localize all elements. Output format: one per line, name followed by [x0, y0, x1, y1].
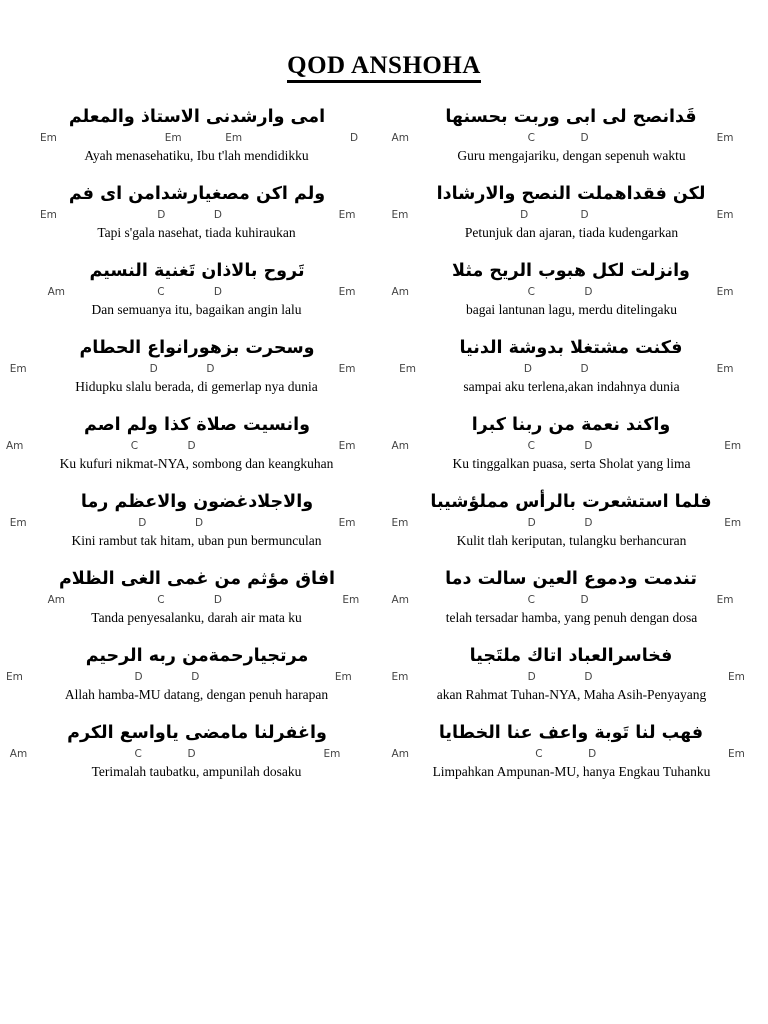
arabic-text-right: فهب لنا تَوبة واعف عنا الخطايا [438, 722, 704, 743]
verse [6, 99, 762, 166]
chord-label: Em [724, 516, 742, 529]
chord-row [6, 131, 762, 146]
arabic-text-left: امى وارشدنى الاستاذ والمعلم [68, 106, 326, 127]
chord-line-left [6, 439, 384, 454]
verse [6, 561, 762, 628]
chord-label: C [527, 439, 535, 452]
lyric-row [6, 608, 762, 628]
chord-label: Em [338, 208, 356, 221]
chord-label: Em [338, 439, 356, 452]
chord-label: Am [9, 747, 28, 760]
chord-label: D [580, 208, 589, 221]
chord-label: Em [391, 208, 409, 221]
lyric-text-left: Kini rambut tak hitam, uban pun bermunculan [71, 532, 322, 548]
arabic-row [6, 176, 762, 206]
chord-label: Em [334, 670, 352, 683]
chord-line-right [384, 439, 762, 454]
verse [6, 407, 762, 474]
chord-line-right [384, 516, 762, 531]
lyric-text-right: akan Rahmat Tuhan-NYA, Maha Asih-Penyayang [436, 686, 707, 702]
chord-label: D [584, 439, 593, 452]
chord-label: D [584, 516, 593, 529]
arabic-row [6, 638, 762, 668]
chord-row [6, 593, 762, 608]
chord-line-left [6, 131, 384, 146]
chord-row [6, 208, 762, 223]
chord-line-left [6, 593, 384, 608]
lyric-row [6, 377, 762, 397]
arabic-row [6, 330, 762, 360]
chord-label: D [149, 362, 158, 375]
lyric-row [6, 223, 762, 243]
arabic-text-right: تندمت ودموع العين سالت دما [445, 568, 697, 589]
chord-line-left [6, 747, 384, 762]
chord-line-right [384, 285, 762, 300]
chord-label: Am [47, 285, 65, 298]
verse [6, 715, 762, 782]
lyric-text-right: Petunjuk dan ajaran, tiada kudengarkan [464, 224, 679, 240]
chord-label: D [191, 670, 200, 683]
chord-label: D [187, 439, 196, 452]
lyric-text-right: Limpahkan Ampunan-MU, hanya Engkau Tuhanku [432, 763, 711, 779]
chord-label: D [580, 593, 589, 606]
chord-label: Em [716, 131, 734, 144]
chord-label: D [213, 208, 222, 221]
chord-row [6, 439, 762, 454]
lyric-text-left: Ayah menasehatiku, Ibu t'lah mendidikku [84, 147, 309, 163]
chord-label: Am [391, 747, 409, 760]
chord-label: Em [40, 208, 57, 221]
chord-label: Em [727, 670, 745, 683]
arabic-row [6, 561, 762, 591]
chord-label: C [130, 439, 139, 452]
chord-label: Em [338, 285, 356, 298]
chord-label: Em [338, 362, 356, 375]
chord-label: C [157, 285, 165, 298]
chord-line-right [384, 362, 762, 377]
page-title-text: QOD ANSHOHA [287, 52, 481, 83]
chord-label: Em [9, 516, 27, 529]
chord-label: Em [338, 516, 356, 529]
chord-line-left [6, 516, 384, 531]
chord-line-left [6, 208, 384, 223]
arabic-text-right: فلما استشعرت بالرأس مملؤشيبا [430, 491, 712, 512]
lyric-text-left: Allah hamba-MU datang, dengan penuh harapan [64, 686, 329, 702]
arabic-text-right: قَدانصح لى ابى وربت بحسنها [445, 106, 697, 127]
lyric-text-left: Tanda penyesalanku, darah air mata ku [91, 609, 302, 625]
verse [6, 176, 762, 243]
chord-label: Em [6, 670, 23, 683]
chord-label: D [584, 670, 593, 683]
chord-label: Em [724, 439, 742, 452]
chord-label: D [523, 362, 532, 375]
verse [6, 330, 762, 397]
chord-label: Em [391, 516, 409, 529]
arabic-row [6, 715, 762, 745]
arabic-text-right: لكن فقداهملت النصح والارشادا [436, 183, 706, 204]
lyric-text-left: Hidupku slalu berada, di gemerlap nya dunia [75, 378, 318, 394]
chord-label: D [580, 131, 589, 144]
lyric-text-left: Terimalah taubatku, ampunilah dosaku [91, 763, 302, 779]
lyric-row [6, 531, 762, 551]
chord-label: Am [391, 131, 409, 144]
chord-label: Em [225, 131, 243, 144]
chord-line-right [384, 131, 762, 146]
chord-label: D [584, 285, 593, 298]
verse [6, 638, 762, 705]
chord-label: D [580, 362, 589, 375]
chord-line-left [6, 670, 384, 685]
chord-label: Em [716, 208, 734, 221]
chord-label: D [195, 516, 204, 529]
chord-label: Em [391, 670, 409, 683]
chord-label: Em [323, 747, 341, 760]
chord-label: D [213, 285, 222, 298]
chord-row [6, 670, 762, 685]
chord-label: D [187, 747, 196, 760]
lyric-text-right: sampai aku terlena,akan indahnya dunia [463, 378, 680, 394]
chord-row [6, 747, 762, 762]
chord-label: Em [716, 285, 734, 298]
chord-line-right [384, 208, 762, 223]
arabic-row [6, 99, 762, 129]
chord-line-left [6, 362, 384, 377]
arabic-text-right: فكنت مشتغلا بدوشة الدنيا [459, 337, 683, 358]
arabic-row [6, 407, 762, 437]
chord-label: D [206, 362, 215, 375]
chord-label: D [349, 131, 359, 144]
arabic-text-right: فخاسرالعباد اتاك ملتَجيا [469, 645, 673, 666]
arabic-text-left: وسحرت بزهورانواع الحطام [79, 337, 315, 358]
chord-label: D [527, 516, 536, 529]
lyric-row [6, 300, 762, 320]
chord-label: Em [40, 131, 57, 144]
page-title [0, 0, 768, 81]
chord-label: Am [47, 593, 65, 606]
arabic-row [6, 253, 762, 283]
chord-label: D [134, 670, 143, 683]
arabic-text-left: وانسيت صلاة كذا ولم اصم [84, 414, 310, 435]
lyric-row [6, 685, 762, 705]
lyric-text-left: Tapi s'gala nasehat, tiada kuhiraukan [97, 224, 296, 240]
arabic-text-left: مرتجيارحمةمن ربه الرحيم [85, 645, 309, 666]
verse [6, 484, 762, 551]
lyric-text-right: bagai lantunan lagu, merdu ditelingaku [465, 301, 678, 317]
chord-label: C [157, 593, 165, 606]
chord-label: C [527, 285, 535, 298]
chord-line-left [6, 285, 384, 300]
chord-line-right [384, 747, 762, 762]
arabic-text-left: افاق مؤثم من غمى الغى الظلام [58, 568, 336, 589]
lyric-text-right: Guru mengajariku, dengan sepenuh waktu [457, 147, 686, 163]
lyric-text-right: telah tersadar hamba, yang penuh dengan dosa [445, 609, 698, 625]
chord-label: Am [391, 439, 409, 452]
chord-label: D [520, 208, 529, 221]
chord-line-right [384, 593, 762, 608]
arabic-text-right: واكند نعمة من ربنا كبرا [471, 414, 671, 435]
chord-label: D [213, 593, 222, 606]
chord-row [6, 516, 762, 531]
chord-label: Em [716, 593, 734, 606]
arabic-text-left: والاجلادغضون والاعظم رما [80, 491, 314, 512]
chord-label: Am [391, 285, 409, 298]
chord-label: Em [9, 362, 27, 375]
lyric-text-right: Kulit tlah keriputan, tulangku berhancuran [456, 532, 687, 548]
chord-label: D [527, 670, 536, 683]
chord-label: Em [399, 362, 416, 375]
arabic-text-right: وانزلت لكل هبوب الريح مثلا [452, 260, 690, 281]
chord-label: C [527, 593, 535, 606]
lyric-row [6, 146, 762, 166]
arabic-text-left: ولم اكن مصغيارشدامن اى فم [68, 183, 326, 204]
chord-label: D [138, 516, 147, 529]
chord-label: Em [164, 131, 182, 144]
chord-label: D [588, 747, 597, 760]
chord-line-right [384, 670, 762, 685]
chord-label: Em [727, 747, 745, 760]
lyric-text-right: Ku tinggalkan puasa, serta Sholat yang lima [452, 455, 691, 471]
chord-label: C [535, 747, 543, 760]
chord-label: Em [716, 362, 734, 375]
lyric-text-left: Dan semuanya itu, bagaikan angin lalu [91, 301, 302, 317]
arabic-row [6, 484, 762, 514]
lyric-row [6, 762, 762, 782]
chord-label: C [527, 131, 535, 144]
chord-label: Em [342, 593, 360, 606]
chord-row [6, 285, 762, 300]
chord-label: D [157, 208, 166, 221]
chord-row [6, 362, 762, 377]
chord-label: Am [6, 439, 24, 452]
verse-list [0, 99, 768, 782]
chord-label: C [134, 747, 142, 760]
arabic-text-left: تَروح بالاذان تَغنية النسيم [89, 260, 305, 281]
arabic-text-left: واغفرلنا مامضى ياواسع الكرم [67, 722, 327, 743]
lyric-text-left: Ku kufuri nikmat-NYA, sombong dan keangkuhan [59, 455, 334, 471]
verse [6, 253, 762, 320]
lyric-row [6, 454, 762, 474]
chord-label: Am [391, 593, 409, 606]
